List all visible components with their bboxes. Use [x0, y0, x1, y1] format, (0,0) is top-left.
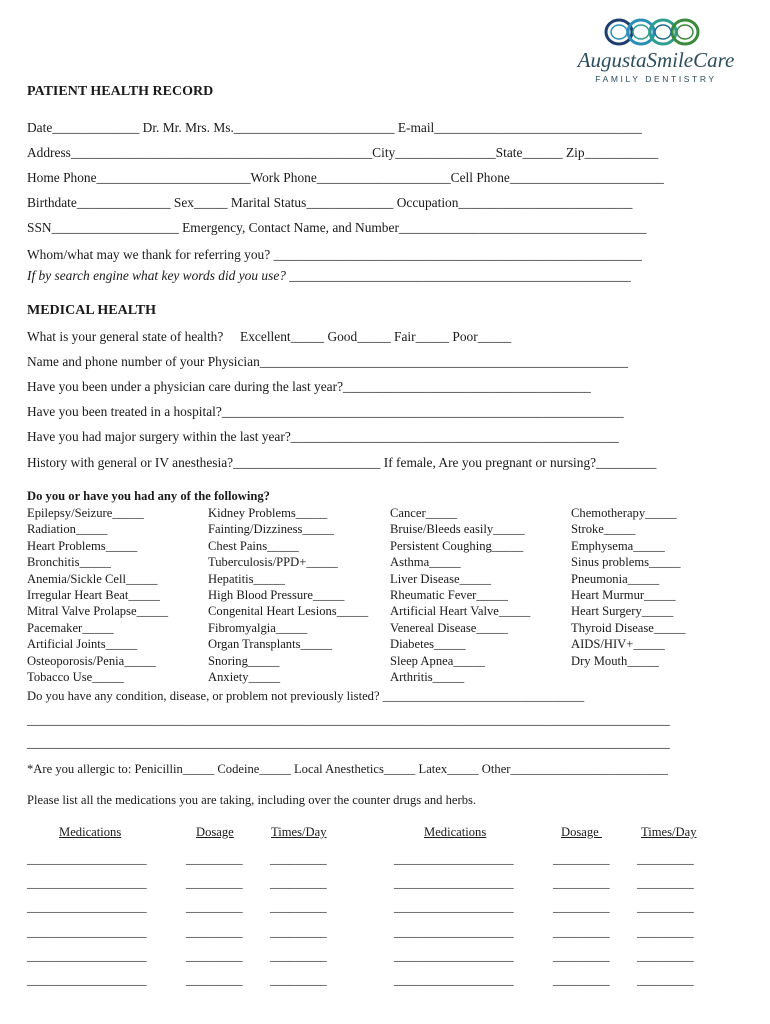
- medication-blank[interactable]: _________: [553, 852, 610, 866]
- condition-item[interactable]: Persistent Coughing_____: [390, 538, 524, 553]
- condition-item[interactable]: Asthma_____: [390, 555, 461, 570]
- condition-item[interactable]: AIDS/HIV+_____: [571, 637, 665, 652]
- medication-blank[interactable]: _________: [553, 973, 610, 987]
- medication-blank[interactable]: ___________________: [394, 900, 514, 915]
- condition-item[interactable]: Dry Mouth_____: [571, 653, 659, 668]
- condition-item[interactable]: Tuberculosis/PPD+_____: [208, 555, 338, 570]
- field-row-ssn-emergency[interactable]: SSN___________________ Emergency, Contact Name, and Number_____________________________________: [27, 220, 647, 235]
- condition-item[interactable]: Sleep Apnea_____: [390, 653, 485, 668]
- medication-blank[interactable]: ___________________: [27, 924, 147, 939]
- medication-blank[interactable]: _________: [270, 900, 327, 915]
- field-row-search-keywords[interactable]: If by search engine what key words did you use? ___________________________________________________: [27, 268, 631, 283]
- condition-item[interactable]: Congenital Heart Lesions_____: [208, 604, 369, 619]
- condition-item[interactable]: Artificial Heart Valve_____: [390, 604, 531, 619]
- medication-blank[interactable]: ___________________: [394, 924, 514, 939]
- medication-blank[interactable]: _________: [553, 948, 610, 963]
- medication-blank[interactable]: _________: [553, 924, 610, 939]
- condition-item[interactable]: Epilepsy/Seizure_____: [27, 506, 144, 520]
- condition-item[interactable]: Irregular Heart Beat_____: [27, 588, 160, 602]
- medications-header: Times/Day: [641, 825, 697, 839]
- question-surgery[interactable]: Have you had major surgery within the last year?_________________________________________________: [27, 429, 619, 444]
- medication-blank[interactable]: _________: [553, 876, 610, 891]
- question-other-condition[interactable]: Do you have any condition, disease, or problem not previously listed? ________________________________: [27, 689, 585, 703]
- medication-blank[interactable]: ___________________: [27, 852, 147, 866]
- medication-blank[interactable]: _________: [637, 973, 694, 987]
- question-physician[interactable]: Name and phone number of your Physician_______________________________________________________: [27, 354, 629, 369]
- condition-item[interactable]: Anxiety_____: [208, 670, 281, 684]
- medications-header: Dosage: [561, 825, 602, 839]
- condition-item[interactable]: Hepatitis_____: [208, 571, 285, 586]
- logo-name: AugustaSmileCare: [577, 48, 735, 72]
- allergy-question[interactable]: *Are you allergic to: Penicillin_____ Codeine_____ Local Anesthetics_____ Latex_____ Other_________________________: [27, 762, 668, 776]
- conditions-heading: Do you or have you had any of the following?: [27, 489, 270, 503]
- condition-item[interactable]: Emphysema_____: [571, 538, 665, 553]
- condition-item[interactable]: Pacemaker_____: [27, 620, 114, 635]
- condition-item[interactable]: Anemia/Sickle Cell_____: [27, 571, 158, 586]
- condition-item[interactable]: Stroke_____: [571, 522, 636, 537]
- condition-item[interactable]: Liver Disease_____: [390, 571, 492, 586]
- condition-item[interactable]: Sinus problems_____: [571, 555, 681, 570]
- field-row-date-name-email[interactable]: Date_____________ Dr. Mr. Mrs. Ms.________________________ E-mail_______________________________: [27, 120, 642, 135]
- medication-blank[interactable]: ___________________: [27, 948, 147, 963]
- condition-item[interactable]: Cancer_____: [390, 506, 458, 520]
- condition-item[interactable]: Fainting/Dizziness_____: [208, 522, 334, 537]
- medication-blank[interactable]: _________: [186, 924, 243, 939]
- medication-blank[interactable]: ___________________: [394, 948, 514, 963]
- condition-item[interactable]: Radiation_____: [27, 522, 108, 537]
- medications-header: Medications: [59, 825, 122, 839]
- medication-blank[interactable]: _________: [270, 973, 327, 987]
- condition-item[interactable]: Fibromyalgia_____: [208, 620, 308, 635]
- condition-item[interactable]: Artificial Joints_____: [27, 637, 138, 652]
- medication-blank[interactable]: _________: [637, 852, 694, 866]
- medication-blank[interactable]: _________: [637, 948, 694, 963]
- question-hospital[interactable]: Have you been treated in a hospital?____________________________________________________________: [27, 404, 624, 419]
- condition-item[interactable]: Heart Surgery_____: [571, 604, 674, 619]
- medications-header: Times/Day: [271, 825, 327, 839]
- medication-blank[interactable]: ___________________: [27, 876, 147, 891]
- field-row-address[interactable]: Address_____________________________________________City_______________State______ Zip___________: [27, 145, 659, 160]
- condition-item[interactable]: High Blood Pressure_____: [208, 588, 345, 602]
- condition-item[interactable]: Snoring_____: [208, 653, 280, 668]
- medication-blank[interactable]: _________: [553, 900, 610, 915]
- condition-item[interactable]: Organ Transplants_____: [208, 637, 332, 652]
- field-row-referral[interactable]: Whom/what may we thank for referring you? _______________________________________________________: [27, 247, 642, 262]
- question-physician-care[interactable]: Have you been under a physician care during the last year?_____________________________________: [27, 379, 591, 394]
- condition-item[interactable]: Bruise/Bleeds easily_____: [390, 522, 525, 537]
- question-general-health[interactable]: What is your general state of health? Excellent_____ Good_____ Fair_____ Poor_____: [27, 329, 512, 344]
- blank-line[interactable]: ________________________________________________________________________________________________: [27, 735, 670, 750]
- medication-blank[interactable]: _________: [186, 973, 243, 987]
- medication-blank[interactable]: _________: [270, 852, 327, 866]
- field-row-birthdate[interactable]: Birthdate______________ Sex_____ Marital Status_____________ Occupation__________________________: [27, 195, 633, 210]
- condition-item[interactable]: Heart Murmur_____: [571, 588, 676, 602]
- medications-header: Dosage: [196, 825, 234, 839]
- condition-item[interactable]: Rheumatic Fever_____: [390, 588, 508, 602]
- medication-blank[interactable]: _________: [186, 948, 243, 963]
- medication-blank[interactable]: _________: [637, 924, 694, 939]
- condition-item[interactable]: Diabetes_____: [390, 637, 466, 652]
- logo-tagline: FAMILY DENTISTRY: [595, 74, 717, 84]
- medication-blank[interactable]: _________: [270, 948, 327, 963]
- page-title: PATIENT HEALTH RECORD: [27, 84, 214, 99]
- medications-header: Medications: [424, 825, 487, 839]
- condition-item[interactable]: Pneumonia_____: [571, 571, 660, 586]
- field-row-phones[interactable]: Home Phone_______________________Work Phone____________________Cell Phone_______________________: [27, 170, 664, 185]
- medication-blank[interactable]: _________: [270, 876, 327, 891]
- condition-item[interactable]: Arthritis_____: [390, 670, 465, 684]
- condition-item[interactable]: Bronchitis_____: [27, 555, 111, 570]
- condition-item[interactable]: Venereal Disease_____: [390, 620, 508, 635]
- medication-blank[interactable]: _________: [186, 900, 243, 915]
- condition-item[interactable]: Heart Problems_____: [27, 538, 138, 553]
- condition-item[interactable]: Mitral Valve Prolapse_____: [27, 604, 169, 619]
- medication-blank[interactable]: ___________________: [394, 973, 514, 987]
- medication-blank[interactable]: ___________________: [27, 900, 147, 915]
- condition-item[interactable]: Chest Pains_____: [208, 538, 299, 553]
- medical-heading: MEDICAL HEALTH: [27, 303, 157, 318]
- medication-blank[interactable]: _________: [637, 900, 694, 915]
- condition-item[interactable]: Tobacco Use_____: [27, 670, 124, 684]
- medications-intro: Please list all the medications you are taking, including over the counter drugs and herbs.: [27, 793, 477, 807]
- medication-blank[interactable]: ___________________: [27, 973, 147, 987]
- medication-blank[interactable]: _________: [186, 852, 243, 866]
- condition-item[interactable]: Chemotherapy_____: [571, 506, 677, 520]
- condition-item[interactable]: Kidney Problems_____: [208, 506, 328, 520]
- medication-blank[interactable]: ___________________: [394, 852, 514, 866]
- medication-blank[interactable]: _________: [270, 924, 327, 939]
- medication-blank[interactable]: _________: [186, 876, 243, 891]
- condition-item[interactable]: Osteoporosis/Penia_____: [27, 653, 156, 668]
- medication-blank[interactable]: _________: [637, 876, 694, 891]
- condition-item[interactable]: Thyroid Disease_____: [571, 620, 686, 635]
- blank-line[interactable]: ________________________________________________________________________________________________: [27, 712, 670, 727]
- medication-blank[interactable]: ___________________: [394, 876, 514, 891]
- question-anesthesia-pregnancy[interactable]: History with general or IV anesthesia?______________________ If female, Are you pregnant or nursing?_________: [27, 455, 657, 470]
